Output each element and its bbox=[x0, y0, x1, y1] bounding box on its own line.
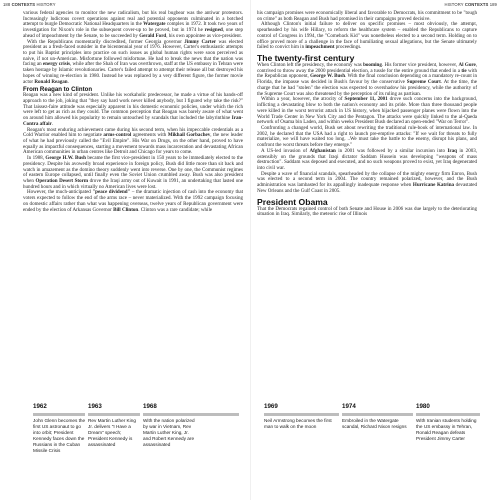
book-spine bbox=[250, 0, 251, 500]
timeline-rule bbox=[88, 413, 140, 416]
right-text-column bbox=[257, 11, 477, 218]
paragraph: Although Clinton's initial failure to deliver on specific promises – most obviously, the attempt, spearheaded by his wife Hillary, to reform the healthcare system – enabled the Republicans to capture control of Congress in 1994, the "Comeback Kid" was nonetheless elected to a second term. Holding on to office proved more of a challenge in the face of humiliating sexual allegations, but the Senate ultimately failed to convict him in impeachment proceedings. bbox=[257, 21, 477, 51]
timeline-event: With Iranian students holding the US embassy in Tehran, Ronald Reagan defeats President Jimmy Carter bbox=[416, 418, 477, 441]
timeline-rule bbox=[264, 413, 339, 416]
paragraph: Confronting a changed world, Bush set about rewriting the traditional rule-book of international law. In 2002, he declared that the USA had a right to launch pre-emptive attacks: "If we wait for threats to fully materialize, we will have waited too long. ..We must take the battle to the enemy, disrupt his plans, and confront the worst threats before they emerge." bbox=[257, 124, 477, 149]
paragraph: However, the much-anticipated "peace dividend" – the dramatic injection of cash into the economy that voters expected to follow the end of the arms race – never materialized. With the 1992 campaign focusing on domestic affairs rather than what was happening overseas, twelve years of Republican government were ended by the election of Arkansas Governor Bill Clinton. Clinton was a rare candidate; while bbox=[23, 189, 244, 213]
paragraph: Within a year, however, the atrocity of September 11, 2001 drove such concerns into the background, inflicting a devastating blow to both the nation's economy and its pride. More than three thousand people were killed in the worst terrorist attack in US history, when hijacked passenger planes were flown into the World Trade Center in New York City and the Pentagon. The attacks were quickly linked to the al-Qaeda network of Osama bin Laden, and within weeks President Bush declared an open-ended "War on Terror". bbox=[257, 96, 478, 126]
timeline-event: John Glenn becomes the first US astronaut to go into orbit; President Kennedy faces down the Russians in the Cuban Missile Crisis bbox=[33, 418, 86, 453]
section-heading-president-obama: President Obama bbox=[257, 196, 328, 207]
left-page-number: 188 bbox=[3, 2, 11, 7]
timeline-year: 1980 bbox=[416, 403, 430, 410]
timeline-rule bbox=[33, 413, 85, 416]
left-running-head bbox=[3, 2, 56, 7]
timeline-year: 1969 bbox=[264, 403, 278, 410]
paragraph: In 1988, George H.W. Bush became the first vice-president in 150 years to be immediately elected to the presidency. Despite his avowedly broad experience in foreign policy, Bush did little more than sit back and watch in amazement as the domino theory suddenly went into reverse. One by one, the Communist regimes of eastern Europe collapsed, until finally even the Soviet Union crumbled away. Bush was also president when Operation Desert Storm drove the Iraqi army out of Kuwait in 1991, an undertaking that lasted one hundred hours and in which virtually no American lives were lost. bbox=[23, 155, 244, 190]
left-section: HISTORY bbox=[36, 2, 56, 7]
timeline-rule bbox=[342, 413, 413, 416]
timeline-year: 1968 bbox=[143, 403, 157, 410]
paragraph: A US-led invasion of Afghanistan in 2001 was followed by a similar incursion into Iraq in 2003, ostensibly on the grounds that Iraqi dictator Saddam Hussein was developing "weapons of mass destruction". Saddam was deposed and executed, and no such weapons proved to exist, yet Iraq degenerated into civil war. bbox=[257, 147, 478, 171]
paragraph: Despite a wave of financial scandals, spearheaded by the collapse of the mighty energy firm Enron, Bush was elected to a second term in 2004. The country remained polarized, however, and the Bush administration was lambasted for its appallingly inadequate response when Hurricane Katrina devastated New Orleans and the Gulf Coast in 2005. bbox=[257, 170, 477, 194]
timeline-event: Neil Armstrong becomes the first man to walk on the moon bbox=[264, 418, 332, 429]
timeline-rule bbox=[143, 413, 239, 416]
timeline-rule bbox=[416, 413, 480, 416]
timeline-event: Embroiled in the Watergate scandal, Richard Nixon resigns bbox=[342, 418, 407, 429]
left-text-column bbox=[23, 11, 243, 213]
right-brand: CONTEXTS bbox=[464, 2, 489, 7]
paragraph: Reagan's most enduring achievement came during his second term, when his impeccable credentials as a Cold Warrior enabled him to negotiate arms-control agreements with Mikhail Gorbachev, the new leader of what he had previously called the "Evil Empire". His War on Drugs, on the other hand, proved to have equally as impactful consequences, starting a movement towards mass incarceration and devastating African American communities in urban centres like Detroit and Chicago for years to come. bbox=[23, 126, 243, 156]
section-heading-twenty-first-century: The twenty-first century bbox=[257, 53, 355, 64]
paragraph: With the Republicans momentarily discredited, former Georgia governor Jimmy Carter was elected president as a fresh-faced outsider in the bicentennial year of 1976. However, Carter's enthusiastic attempts to put his Baptist principles into practice on such issues as global human rights were soon perceived as naive, if not un-American. Misfortune followed misfortune. He had to break the news that the nation was facing an energy crisis, while after the Shah of Iran was overthrown, staff at the US embassy in Tehran were taken hostage by Islamic revolutionaries. Carter's failed attempt to attempt their release all but destroyed his hopes of winning re-election in 1980. Instead he was replaced by a very different figure, the former movie actor Ronald Reagan. bbox=[23, 38, 243, 85]
timeline-year: 1962 bbox=[33, 403, 47, 410]
paragraph: That the Democrats regained control of both Senate and House in 2006 was due largely to the deteriorating situation in Iraq. Similarly, the meteoric rise of Illinois bbox=[257, 205, 477, 218]
paragraph: various federal agencies to monitor the new radicalism, but his real bugbear was the antiwar protestors. Increasingly ludicrous covert operations against real and potential opponents culminated in a botched attempt to burgle Democratic National Headquarters in the Watergate complex in 1972. It took two years of investigation for Nixon's role in the subsequent cover-up to be proved, but in 1974 he resigned, one step ahead of impeachment by the Senate, to be succeeded by Gerald Ford, his own appointee as vice-president. bbox=[23, 10, 244, 39]
paragraph: When Clinton left the presidency, the economy was booming. His former vice president, however, Al Gore, contrived to throw away the 2000 presidential election, a tussle for the entire ground that ended in a tie with the Republican opponent, George W. Bush. With the final conclusion depending on a mandatory re-count in Florida, the impasse was decided in Bush's favour by the conservative Supreme Court. At the time, the charge that he had "stolen" the election was expected to overshadow his presidency, while the authority of the Supreme Court was also threatened by the perception of its ruling as partisan. bbox=[257, 62, 478, 97]
timeline-event: Rev Martin Luther King Jr. delivers "I Have a Dream" speech; President Kennedy is assassinated bbox=[88, 418, 136, 447]
right-page-number: 189 bbox=[489, 2, 497, 7]
paragraph: Reagan was a new kind of president. Unlike his workaholic predecessor, he made a virtue of his hands-off approach to the job, joking that "they say hard work never killed anybody, but I figured why take the risk?" That laissez-faire attitude was especially apparent in his domestic economic policies, under which the rich were left to get as rich as they could. The common perception that Reagan was barely aware of what went on around him allowed his popularity to remain untouched by scandals that included the labyrinthine Iran-Contra affair. bbox=[23, 92, 243, 127]
timeline-year: 1963 bbox=[88, 403, 102, 410]
paragraph: his campaign promises were economically liberal and favorable to Democrats, his commitment to be "tough on crime" as both Reagan and Bush had promised in their campaigns proved decisive. bbox=[257, 10, 477, 22]
right-section: HISTORY bbox=[444, 2, 464, 7]
timeline-year: 1974 bbox=[342, 403, 356, 410]
section-heading-reagan: From Reagan to Clinton bbox=[23, 85, 93, 93]
right-running-head bbox=[444, 2, 497, 7]
timeline-event: With the nation polarized by war in Vietnam, Rev Martin Luther King, Jr. and Robert Kennedy are assassinated bbox=[143, 418, 195, 447]
left-brand: CONTEXTS bbox=[11, 2, 36, 7]
